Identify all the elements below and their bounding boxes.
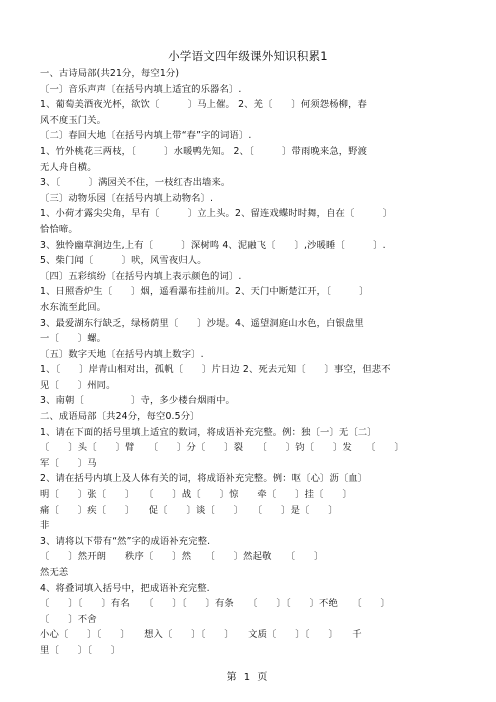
text-line: 4、将叠词填入括号中，把成语补充完整. [40,582,210,594]
text-line: 二、成语局部〔共24分，每空0.5分〕 [40,411,200,423]
text-line: 见〔 〕州同。 [40,379,116,391]
text-line: 一、古诗局部(共21分，每空1分) [40,68,180,79]
text-line: 〔 〕不舍 [40,613,97,625]
text-line: 3、请将以下带有“然”字的成语补充完整. [40,535,211,547]
text-line: 〔 〕〔 〕有名 〔 〕〔 〕有条 〔 〕〔 〕不绝 〔 〕 [40,598,390,610]
text-line: 1、葡萄美酒夜光杯，欲饮〔 〕马上催。 2、羌〔 〕何须怨杨柳，春 [40,99,367,111]
text-line: 3、最爱湖东行缺乏，绿杨荫里〔 〕沙堤。4、遥望洞庭山水色，白银盘里 [40,317,364,329]
text-line: 痛〔 〕疾〔 〕 促〔 〕谈〔 〕 〔 〕是〔 〕 [40,504,338,516]
text-line: 〔一〕音乐声声〔在括号内填上适宜的乐器名〕. [40,83,242,95]
text-line: 〔二〕春回大地〔在括号内填上带“春”字的词语〕. [40,130,252,142]
page-number: 第 1 页 [226,672,270,683]
text-line: 里〔 〕〔 〕 [40,644,121,656]
text-line: 1、小荷才露尖尖角，早有〔 〕立上头。2、留连戏蝶时时舞，自在〔 〕 [40,208,393,220]
document-body [40,66,458,659]
text-line: 3、南朝〔 〕寺，多少楼台烟雨中。 [40,395,236,407]
text-line: 〔三〕动物乐园〔在括号内填上动物名〕. [40,192,214,204]
text-line: 1、请在下面的括号里填上适宜的数词，将成语补充完整。例：独〔一〕无〔二〕 [40,426,377,438]
text-line: 1、竹外桃花三两枝，〔 〕水暖鸭先知。 2、〔 〕带雨晚来急，野渡 [40,145,368,157]
text-line: 明〔 〕张〔 〕 〔 〕战〔 〕惊 牵〔 〕挂〔 〕 [40,489,352,501]
text-line: 水东流至此回。 [40,301,107,313]
text-line: 无人舟自横。 [40,161,97,173]
text-line: 风不度玉门关。 [40,114,107,126]
text-line: 5、柴门闻〔 〕吠，风雪夜归人。 [40,255,207,267]
text-line: 〔五〕数字天地〔在括号内填上数字〕. [40,348,204,360]
text-line: 一〔 〕螺。 [40,333,107,345]
text-line: 〔 〕头〔 〕臂 〔 〕分〔 〕裂 〔 〕钧〔 〕发 〔 〕 [40,442,404,454]
text-line: 然无恙 [40,567,69,578]
text-line: 军〔 〕马 [40,457,97,469]
text-line: 1、〔 〕岸青山相对出，孤帆〔 〕片日边 2、死去元知〔 〕事空，但悲不 [40,364,391,376]
text-line: 恰恰啼。 [40,223,78,235]
document-title: 小学语文四年级课外知识积累1 [168,49,328,63]
text-line: 小心〔 〕〔 〕 想入〔 〕〔 〕 文质〔 〕〔 〕 千 [40,629,362,641]
text-line: 3、〔 〕满园关不住，一枝红杏出墙来。 [40,177,231,189]
text-line: 2、请在括号内填上及人体有关的词，将成语补充完整。例：呕〔心〕沥〔血〕 [40,473,368,485]
text-line: 〔 〕然开朗 秩序〔 〕然 〔 〕然起敬 〔 〕 [40,551,324,563]
text-line: 非 [40,520,50,532]
text-line: 1、日照香炉生〔 〕烟，遥看瀑布挂前川。2、天门中断楚江开，〔 〕 [40,286,369,298]
text-line: 〔四〕五彩缤纷〔在括号内填上表示颜色的词〕. [40,270,242,282]
text-line: 3、独怜幽草涧边生,上有〔 〕深树鸣 4、泥融飞〔 〕,沙暖睡〔 〕. [40,239,386,251]
